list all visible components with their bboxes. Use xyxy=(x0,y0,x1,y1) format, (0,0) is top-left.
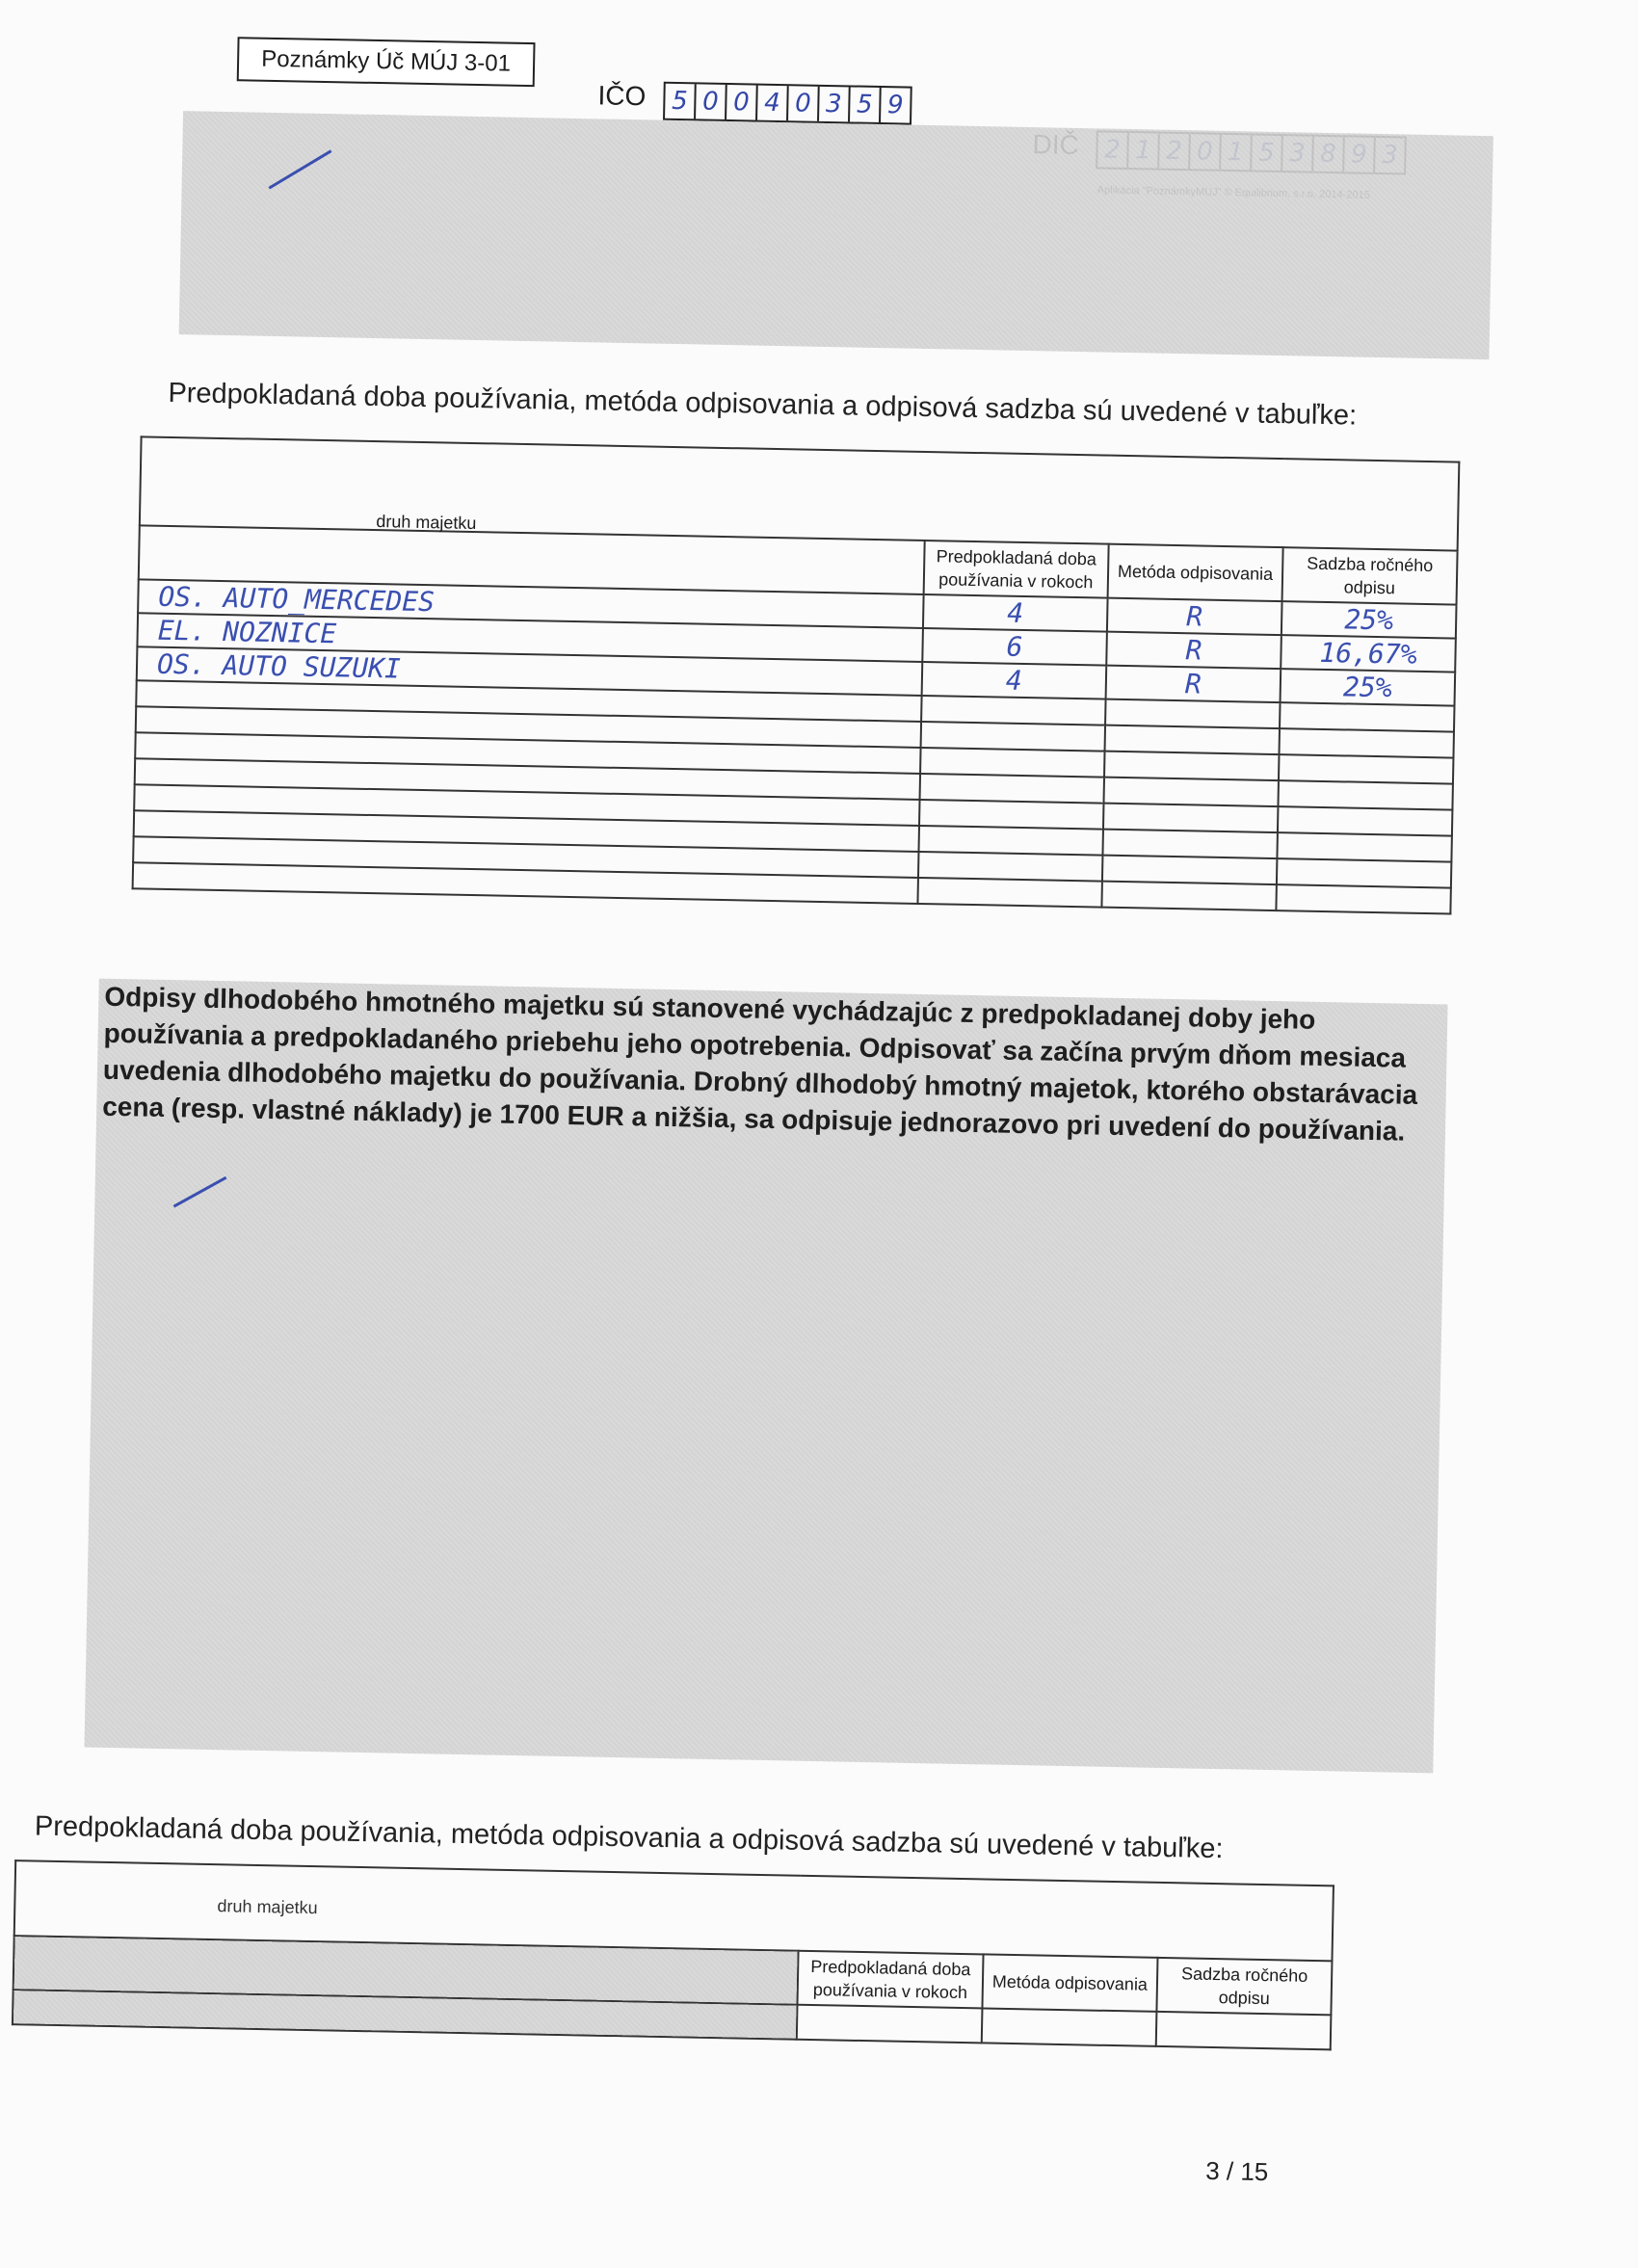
empty-cell xyxy=(1104,752,1279,780)
digit-box: 5 xyxy=(665,84,697,119)
cell-rate: 25% xyxy=(1280,669,1455,705)
cell-years: 4 xyxy=(921,662,1106,699)
empty-cell xyxy=(1280,702,1455,731)
section-heading: Predpokladaná doba používania, metóda odpisovania a odpisová sadzba sú uvedené v tabuľke: xyxy=(34,1810,1224,1865)
empty-cell xyxy=(1102,856,1277,884)
cell-method: R xyxy=(1107,598,1282,635)
empty-cell xyxy=(1277,858,1452,887)
empty-cell xyxy=(1103,804,1278,832)
digit-box: 5 xyxy=(850,87,882,122)
asset-type-header: druh majetku xyxy=(376,512,477,534)
empty-cell xyxy=(797,2005,982,2044)
rate-header: Sadzba ročného odpisu xyxy=(1281,547,1457,604)
ico-field xyxy=(663,82,912,125)
cell-asset: OS. AUTO_MERCEDES xyxy=(138,579,923,628)
empty-cell xyxy=(920,722,1105,752)
empty-cell xyxy=(919,774,1104,804)
cell-asset: EL. NOZNICE xyxy=(137,613,922,662)
cell-rate: 16,67% xyxy=(1281,635,1456,672)
method-header: Metóda odpisovania xyxy=(1108,544,1283,601)
digit-box: 0 xyxy=(727,85,758,120)
cell-method: R xyxy=(1106,666,1281,702)
empty-cell xyxy=(1103,778,1278,806)
empty-cell xyxy=(1278,780,1453,809)
empty-cell xyxy=(982,2008,1157,2045)
empty-cell xyxy=(921,696,1106,725)
empty-cell xyxy=(1105,725,1280,754)
empty-cell xyxy=(1278,806,1453,835)
page-number: 3 / 15 xyxy=(1204,2155,1269,2187)
asset-type-header: druh majetku xyxy=(217,1896,318,1918)
empty-cell xyxy=(919,800,1104,830)
cell-years: 6 xyxy=(922,628,1107,666)
empty-cell xyxy=(920,748,1105,778)
cell-rate: 25% xyxy=(1281,601,1457,638)
cell-method: R xyxy=(1106,632,1281,669)
digit-box: 4 xyxy=(757,86,789,121)
cell-years: 4 xyxy=(923,594,1108,632)
empty-cell xyxy=(918,852,1103,882)
empty-cell xyxy=(1105,699,1280,728)
digit-box: 0 xyxy=(788,86,820,121)
notes-area-gray xyxy=(179,111,1493,359)
empty-cell xyxy=(1156,2012,1332,2049)
document-label: Poznámky Úč MÚJ 3-01 xyxy=(237,37,536,87)
depreciation-table xyxy=(132,435,1461,914)
empty-cell xyxy=(1101,882,1276,910)
digit-box: 9 xyxy=(886,91,904,120)
empty-cell xyxy=(1279,754,1454,783)
empty-cell xyxy=(1276,884,1451,913)
section-heading: Predpokladaná doba používania, metóda odpisovania a odpisová sadzba sú uvedené v tabuľke: xyxy=(168,377,1358,432)
digit-box: 0 xyxy=(696,84,727,119)
useful-life-header: Predpokladaná doba používania v rokoch xyxy=(798,1951,983,2009)
ico-label: IČO xyxy=(597,80,647,112)
empty-cell xyxy=(918,826,1103,856)
empty-cell xyxy=(1279,728,1454,757)
empty-cell xyxy=(917,878,1102,908)
useful-life-header: Predpokladaná doba používania v rokoch xyxy=(923,541,1108,598)
method-header: Metóda odpisovania xyxy=(982,1954,1157,2011)
empty-cell xyxy=(1102,830,1277,858)
cell-asset: OS. AUTO SUZUKI xyxy=(137,646,922,696)
empty-cell xyxy=(1277,832,1452,861)
rate-header: Sadzba ročného odpisu xyxy=(1156,1958,1332,2015)
depreciation-table-2 xyxy=(12,1859,1334,2050)
depreciation-policy-text: Odpisy dlhodobého hmotného majetku sú stanovené vychádzajúc z predpokladanej doby jeho používania a predpokladaného priebehu jeho opotrebenia. Odpisovať sa začína prvým dňom mesiaca uvedenia dlhodobého majetku do používania. Drobný dlhodobý hmotný majetok, ktorého obstarávacia cena (resp. vlastné náklady) je 1700 EUR a nižšia, sa odpisuje jednorazovo pri uvedení do používania. xyxy=(101,981,1418,1147)
digit-box: 3 xyxy=(819,87,851,122)
